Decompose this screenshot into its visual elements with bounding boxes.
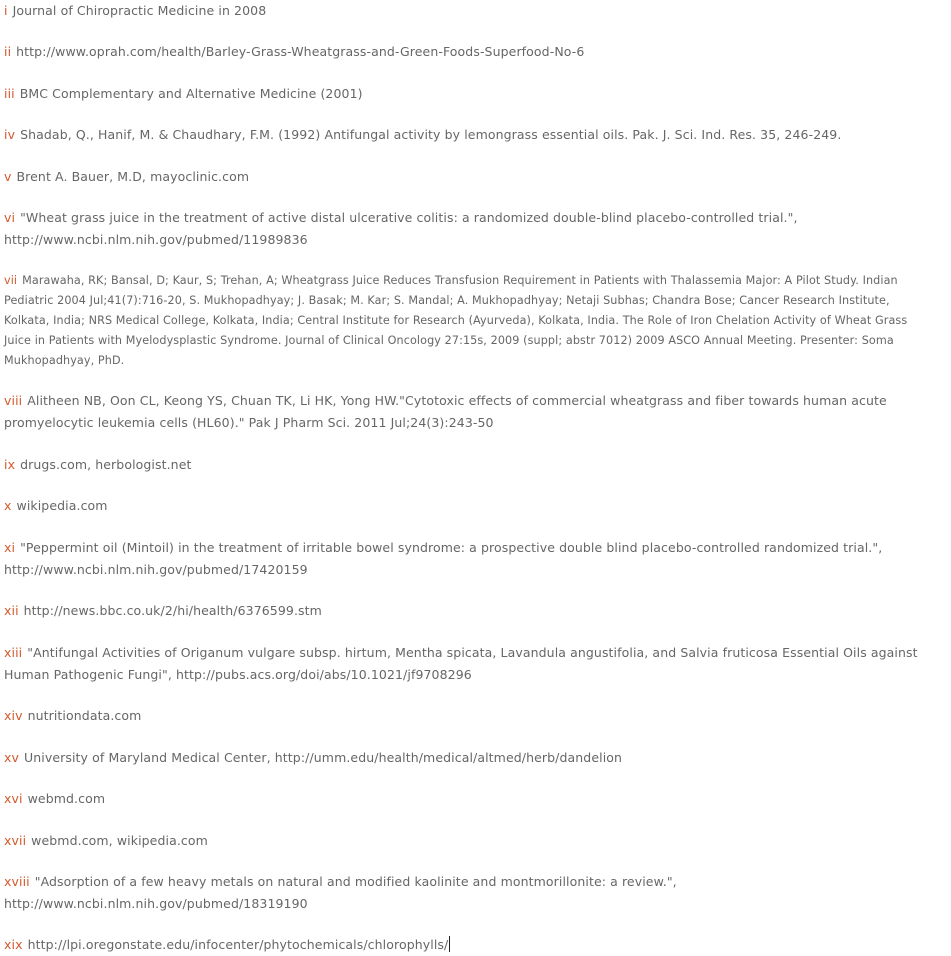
reference-text: http://www.oprah.com/health/Barley-Grass-Wheatgrass-and-Green-Foods-Superfood-No-6 (16, 44, 585, 59)
reference-marker[interactable]: xv (4, 750, 19, 765)
reference-marker[interactable]: v (4, 169, 12, 184)
reference-marker[interactable]: viii (4, 393, 23, 408)
reference-item (4, 747, 934, 769)
reference-text: http://lpi.oregonstate.edu/infocenter/phytochemicals/chlorophylls/ (27, 937, 449, 952)
reference-text: Brent A. Bauer, M.D, mayoclinic.com (16, 169, 250, 184)
reference-text: "Adsorption of a few heavy metals on natural and modified kaolinite and montmorillonite: a review.", http://www.ncbi.nlm.nih.gov/pubmed/18319190 (4, 874, 677, 911)
reference-item (4, 454, 934, 476)
reference-text: Shadab, Q., Hanif, M. & Chaudhary, F.M. (1992) Antifungal activity by lemongrass essential oils. Pak. J. Sci. Ind. Res. 35, 246-249. (20, 127, 842, 142)
reference-marker[interactable]: xviii (4, 874, 30, 889)
reference-item (4, 788, 934, 810)
reference-marker[interactable]: vii (4, 274, 18, 287)
reference-item (4, 166, 934, 188)
reference-item (4, 705, 934, 727)
reference-item (4, 537, 934, 581)
reference-marker[interactable]: xiii (4, 645, 23, 660)
reference-item (4, 83, 934, 105)
reference-marker[interactable]: ix (4, 457, 16, 472)
reference-text: Journal of Chiropractic Medicine in 2008 (12, 3, 267, 18)
reference-item (4, 271, 934, 371)
reference-marker[interactable]: ii (4, 44, 12, 59)
reference-marker[interactable]: xiv (4, 708, 23, 723)
reference-text: http://news.bbc.co.uk/2/hi/health/6376599.stm (23, 603, 322, 618)
reference-text: Marawaha, RK; Bansal, D; Kaur, S; Trehan, A; Wheatgrass Juice Reduces Transfusion Requirement in Patients with Thalassemia Major: A Pilot Study. Indian Pediatric 2004 Jul;41(7):716-20, S. Mukhopadhyay; J. Basak; M. Kar; S. Mandal; A. Mukhopadhyay; Netaji Subhas; Chandra Bose; Cancer Research Institute, Kolkata, India; NRS Medical College, Kolkata, India; Central Institute for Research (Ayurveda), Kolkata, India. The Role of Iron Chelation Activity of Wheat Grass Juice in Patients with Myelodysplastic Syndrome. Journal of Clinical Oncology 27:15s, 2009 (suppl; abstr 7012) 2009 ASCO Annual Meeting. Presenter: Soma Mukhopadhyay, PhD. (4, 274, 908, 367)
reference-marker[interactable]: vi (4, 210, 16, 225)
text-cursor (449, 936, 450, 952)
reference-marker[interactable]: iii (4, 86, 15, 101)
reference-item (4, 600, 934, 622)
reference-text: webmd.com, wikipedia.com (31, 833, 208, 848)
reference-marker[interactable]: xvi (4, 791, 23, 806)
reference-marker[interactable]: xvii (4, 833, 27, 848)
reference-text: "Antifungal Activities of Origanum vulgare subsp. hirtum, Mentha spicata, Lavandula angustifolia, and Salvia fruticosa Essential Oils against Human Pathogenic Fungi", http://pubs.acs.org/doi/abs/10.1021/jf9708296 (4, 645, 918, 682)
reference-item (4, 390, 934, 434)
reference-text: "Peppermint oil (Mintoil) in the treatment of irritable bowel syndrome: a prospective double blind placebo-controlled randomized trial.", http://www.ncbi.nlm.nih.gov/pubmed/17420159 (4, 540, 883, 577)
reference-item (4, 0, 934, 22)
reference-marker[interactable]: x (4, 498, 12, 513)
reference-text: webmd.com (27, 791, 106, 806)
reference-item (4, 207, 934, 251)
reference-text: nutritiondata.com (27, 708, 142, 723)
reference-text: BMC Complementary and Alternative Medicine (2001) (19, 86, 363, 101)
reference-text: drugs.com, herbologist.net (20, 457, 192, 472)
reference-text: Alitheen NB, Oon CL, Keong YS, Chuan TK, Li HK, Yong HW."Cytotoxic effects of commercial wheatgrass and fiber towards human acute promyelocytic leukemia cells (HL60)." Pak J Pharm Sci. 2011 Jul;24(3):243-50 (4, 393, 887, 430)
reference-marker[interactable]: xi (4, 540, 16, 555)
reference-marker[interactable]: iv (4, 127, 16, 142)
reference-item (4, 871, 934, 915)
reference-marker[interactable]: xix (4, 937, 23, 952)
reference-text: "Wheat grass juice in the treatment of active distal ulcerative colitis: a randomized double-blind placebo-controlled trial.", http://www.ncbi.nlm.nih.gov/pubmed/11989836 (4, 210, 798, 247)
reference-text: University of Maryland Medical Center, http://umm.edu/health/medical/altmed/herb/dandelion (24, 750, 623, 765)
reference-marker[interactable]: i (4, 3, 8, 18)
reference-item (4, 642, 934, 686)
reference-item (4, 934, 934, 956)
reference-text: wikipedia.com (16, 498, 108, 513)
reference-item (4, 124, 934, 146)
reference-item (4, 495, 934, 517)
reference-item (4, 41, 934, 63)
reference-item (4, 830, 934, 852)
reference-marker[interactable]: xii (4, 603, 19, 618)
